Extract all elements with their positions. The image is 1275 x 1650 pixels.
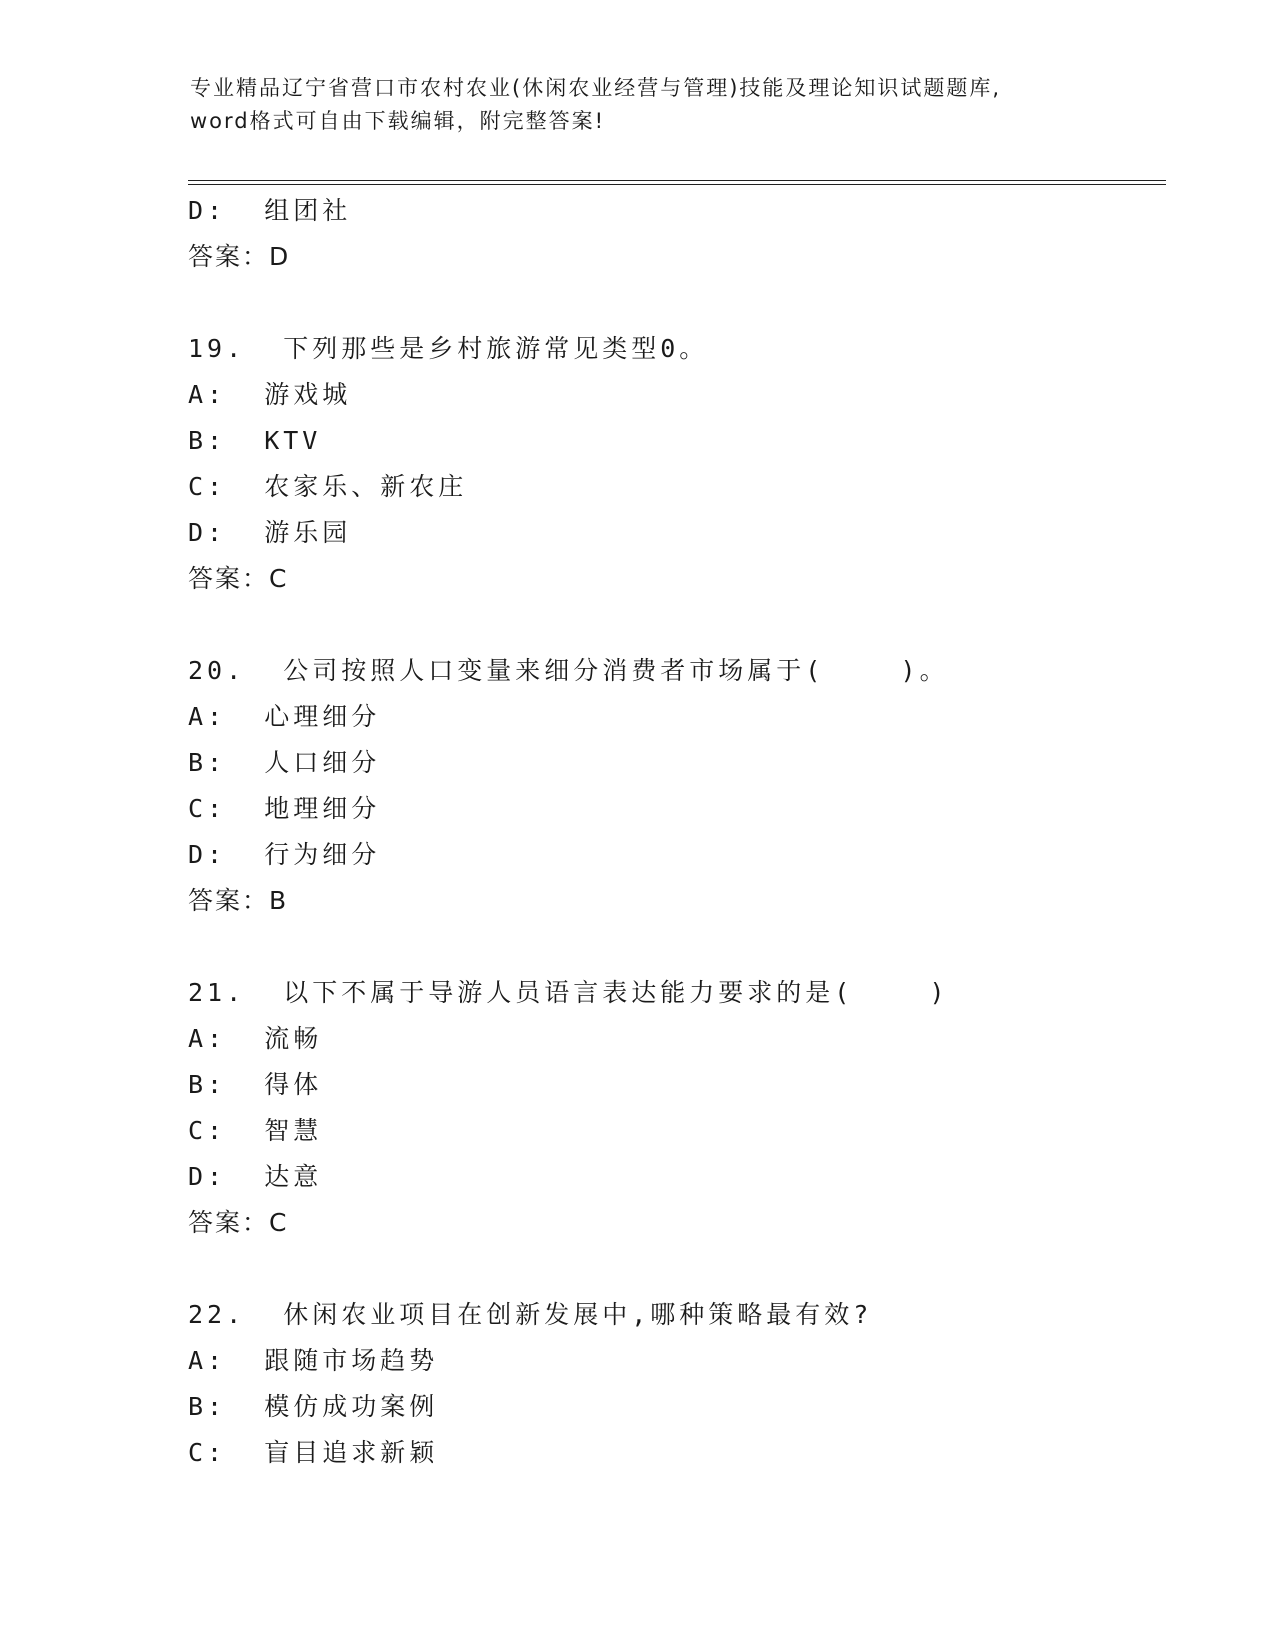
question-list bbox=[188, 188, 1168, 1476]
option-a: A: 跟随市场趋势 bbox=[188, 1346, 439, 1375]
option-a: A: 流畅 bbox=[188, 1024, 323, 1053]
option-c: C: 盲目追求新颖 bbox=[188, 1438, 439, 1467]
answer-line: 答案：D bbox=[188, 242, 291, 271]
question-20 bbox=[188, 648, 1168, 924]
question-stem: 20. 公司按照人口变量来细分消费者市场属于( )。 bbox=[188, 656, 949, 685]
option-c: C: 地理细分 bbox=[188, 794, 381, 823]
option-d: D: 行为细分 bbox=[188, 840, 381, 869]
option-d: D: 游乐园 bbox=[188, 518, 352, 547]
question-stem: 19. 下列那些是乡村旅游常见类型0。 bbox=[188, 334, 709, 363]
option-b: B: 人口细分 bbox=[188, 748, 381, 777]
option-d: D: 组团社 bbox=[188, 196, 352, 225]
option-b: B: 得体 bbox=[188, 1070, 323, 1099]
option-b: B: KTV bbox=[188, 426, 322, 455]
question-19 bbox=[188, 326, 1168, 602]
option-c: C: 智慧 bbox=[188, 1116, 323, 1145]
document-header bbox=[190, 72, 1090, 138]
option-d: D: 达意 bbox=[188, 1162, 323, 1191]
option-a: A: 游戏城 bbox=[188, 380, 352, 409]
option-c: C: 农家乐、新农庄 bbox=[188, 472, 468, 501]
header-subtitle-line: word格式可自由下载编辑，附完整答案! bbox=[190, 109, 606, 133]
header-title-line: 专业精品辽宁省营口市农村农业(休闲农业经营与管理)技能及理论知识试题题库, bbox=[190, 76, 1002, 100]
option-a: A: 心理细分 bbox=[188, 702, 381, 731]
question-22 bbox=[188, 1292, 1168, 1476]
answer-line: 答案：C bbox=[188, 564, 289, 593]
answer-line: 答案：B bbox=[188, 886, 289, 915]
header-divider-top bbox=[188, 180, 1166, 181]
header-divider-bottom bbox=[188, 184, 1166, 185]
question-21 bbox=[188, 970, 1168, 1246]
option-b: B: 模仿成功案例 bbox=[188, 1392, 439, 1421]
question-stem: 22. 休闲农业项目在创新发展中,哪种策略最有效? bbox=[188, 1300, 873, 1329]
answer-line: 答案：C bbox=[188, 1208, 289, 1237]
question-stem: 21. 以下不属于导游人员语言表达能力要求的是( ) bbox=[188, 978, 949, 1007]
carryover-question bbox=[188, 188, 1168, 280]
